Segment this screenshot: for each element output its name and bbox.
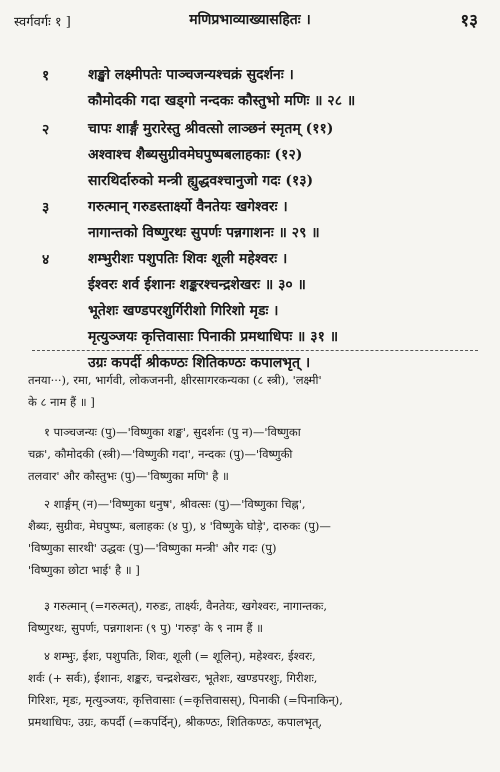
- verse-line: चापः शार्ङ्गं मुरारेस्तु श्रीवत्सो लाञ्छनं स्मृतम् (११): [88, 121, 334, 137]
- verse-line: अश्वाश्च शैब्यसुग्रीवमेघपुष्पबलाहकाः (१२): [88, 147, 303, 163]
- verse-number: २: [42, 122, 50, 138]
- commentary-line: तनया···), रमा, भार्गवी, लोकजननी, क्षीरसागरकन्यका (८ स्त्री), 'लक्ष्मी': [28, 373, 322, 387]
- section-divider: [32, 350, 478, 351]
- verse-line: शम्भुरीशः पशुपतिः शिवः शूली महेश्वरः ।: [88, 251, 288, 267]
- verse-number: १: [42, 68, 50, 84]
- commentary-line: तलवार' और कौस्तुभः (पु)—'विष्णुका मणि' है ॥: [28, 469, 229, 483]
- commentary-line: 'विष्णुका सारथी' उद्धवः (पु)—'विष्णुका मन्त्री' और गदः (पु): [28, 541, 277, 555]
- verse-number: ४: [42, 252, 50, 268]
- verse-line: शङ्खो लक्ष्मीपतेः पाञ्चजन्यश्चक्रं सुदर्शनः ।: [88, 67, 294, 83]
- commentary-line: प्रमथाधिपः, उग्रः, कपर्दी (=कपर्दिन्), श्रीकण्ठः, शितिकण्ठः, कपालभृत्,: [28, 715, 323, 729]
- verse-line: भूतेशः खण्डपरशुर्गिरीशो गिरिशो मृडः ।: [88, 303, 279, 319]
- verse-line: कौमोदकी गदा खड्गो नन्दकः कौस्तुभो मणिः ॥ २८ ॥: [88, 93, 356, 109]
- page-number: १३: [460, 11, 478, 31]
- commentary-line: चक्र', कौमोदकी (स्त्री)—'विष्णुकी गदा', नन्दकः (पु)—'विष्णुकी: [28, 447, 293, 461]
- commentary-line: २ शार्ङ्गम् (न)—'विष्णुका धनुष', श्रीवत्सः (पु)—'विष्णुका चिह्न',: [44, 497, 306, 511]
- commentary-line: विष्णुरथः, सुपर्णः, पन्नगाशनः (९ पु) 'गरुड़' के ९ नाम हैं ॥: [28, 621, 263, 635]
- chapter-label: स्वर्गवर्गः १ ]: [14, 15, 71, 30]
- commentary-line: ३ गरुत्मान् (=गरुत्मत्), गरुडः, तार्क्ष्यः, वैनतेयः, खगेश्वरः, नागान्तकः,: [44, 599, 327, 613]
- verse-line: उग्रः कपर्दी श्रीकण्ठः शितिकण्ठः कपालभृत् ।: [88, 355, 311, 371]
- verse-line: गरुत्मान् गरुडस्तार्क्ष्यो वैनतेयः खगेश्वरः ।: [88, 199, 288, 215]
- commentary-line: शर्वः (+ सर्वः), ईशानः, शङ्करः, चन्द्रशेखरः, भूतेशः, खण्डपरशुः, गिरीशः,: [28, 671, 318, 685]
- verse-line: नागान्तको विष्णुरथः सुपर्णः पन्नगाशनः ॥ २९ ॥: [88, 225, 320, 241]
- verse-line: मृत्युञ्जयः कृत्तिवासाः पिनाकी प्रमथाधिपः ॥ ३१ ॥: [88, 329, 339, 345]
- verse-line: ईश्वरः शर्व ईशानः शङ्करश्चन्द्रशेखरः ॥ ३० ॥: [88, 277, 306, 293]
- commentary-line: ४ शम्भुः, ईशः, पशुपतिः, शिवः, शूली (= शूलिन्), महेश्वरः, ईश्वरः,: [44, 649, 316, 663]
- verse-line: सारथिर्दारुको मन्त्री ह्युद्धवश्चानुजो गदः (१३): [88, 173, 314, 189]
- commentary-line: गिरिशः, मृडः, मृत्युञ्जयः, कृत्तिवासाः (=कृत्तिवासस्), पिनाकी (=पिनाकिन्),: [28, 693, 343, 707]
- commentary-line: शैब्यः, सुग्रीवः, मेघपुष्पः, बलाहकः (४ पु), ४ 'विष्णुके घोड़े', दारुकः (पु)—: [28, 519, 331, 533]
- commentary-line: १ पाञ्चजन्यः (पु)—'विष्णुका शङ्ख', सुदर्शनः (पु न)—'विष्णुका: [44, 425, 301, 439]
- commentary-line: के ८ नाम हैं ॥ ]: [28, 395, 95, 409]
- verse-number: ३: [42, 200, 50, 216]
- commentary-line: 'विष्णुका छोटा भाई' है ॥ ]: [28, 563, 140, 577]
- running-title: मणिप्रभाव्याख्यासहितः ।: [189, 12, 311, 28]
- page-header: [14, 8, 486, 32]
